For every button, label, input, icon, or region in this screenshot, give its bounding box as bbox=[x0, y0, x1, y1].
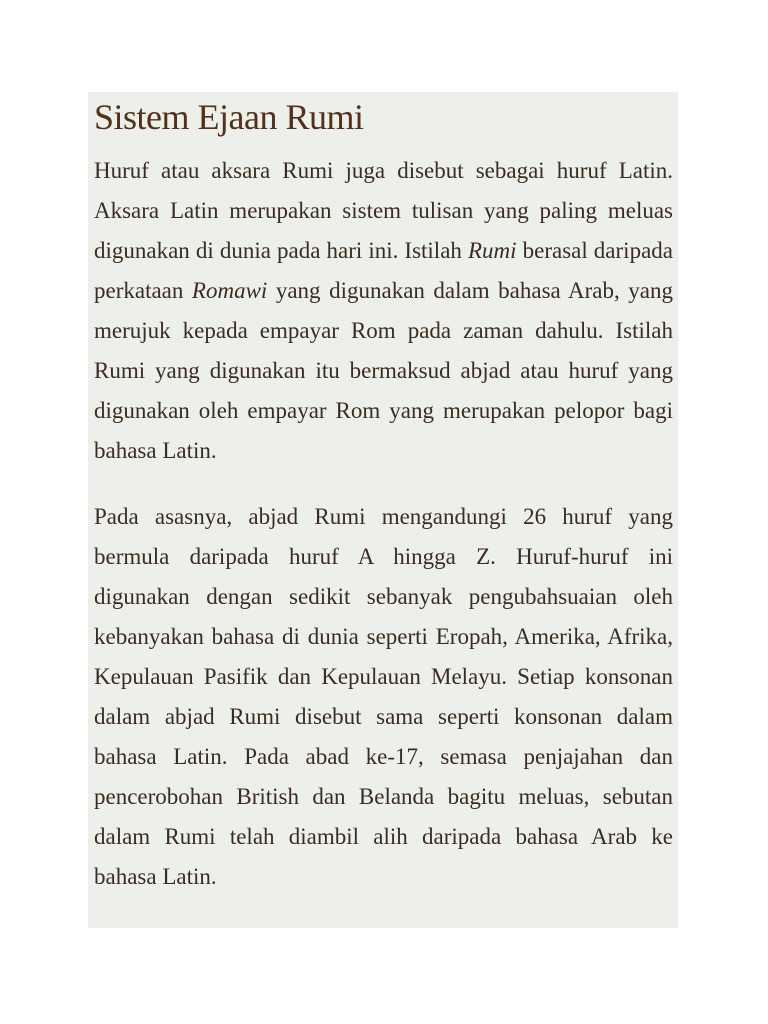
paragraph-1 bbox=[94, 151, 673, 471]
slide-page bbox=[88, 92, 678, 928]
text-segment: yang digunakan dalam bahasa Arab, yang merujuk kepada empayar Rom pada zaman dahulu. Istilah Rumi yang digunakan itu bermaksud abjad atau huruf yang digunakan oleh empayar Rom yang merupakan pelopor bagi bahasa Latin. bbox=[94, 278, 673, 463]
paragraph-2 bbox=[94, 497, 673, 897]
text-segment: Pada asasnya, abjad Rumi mengandungi 26 huruf yang bermula daripada huruf A hingga Z. Huruf-huruf ini digunakan dengan sedikit sebanyak pengubahsuaian oleh kebanyakan bahasa di dunia seperti Eropah, Amerika, Afrika, Kepulauan Pasifik dan Kepulauan Melayu. Setiap konsonan dalam abjad Rumi disebut sama seperti konsonan dalam bahasa Latin. Pada abad ke-17, semasa penjajahan dan pencerobohan British dan Belanda bagitu meluas, sebutan dalam Rumi telah diambil alih daripada bahasa Arab ke bahasa Latin. bbox=[94, 504, 673, 889]
page-title: Sistem Ejaan Rumi bbox=[94, 97, 364, 137]
text-segment: berasal daripada perkataan bbox=[94, 238, 673, 303]
italic-term-rumi: Rumi bbox=[467, 238, 517, 263]
italic-term-romawi: Romawi bbox=[191, 278, 268, 303]
text-segment: Huruf atau aksara Rumi juga disebut sebagai huruf Latin. Aksara Latin merupakan sistem tulisan yang paling meluas digunakan di dunia pada hari ini. Istilah bbox=[94, 158, 673, 263]
